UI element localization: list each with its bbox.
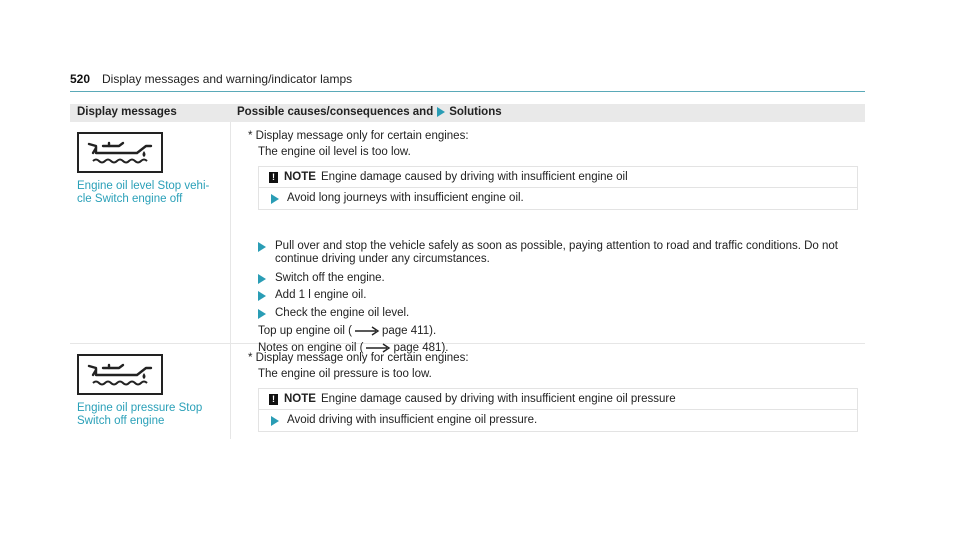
footnote: * Display message only for certain engines: [248,352,469,364]
page-section-title: Display messages and warning/indicator lamps [102,72,353,86]
engine-oil-pressure-icon [77,354,163,395]
ref-text: Top up engine oil ( [258,325,352,337]
note-action-text: Avoid driving with insufficient engine oil pressure. [287,414,538,426]
col-header-causes-solutions [237,106,502,118]
step-text: Add 1 l engine oil. [275,289,367,301]
ref-suffix: ). [441,342,449,354]
display-message-text [77,180,209,206]
action-arrow-icon [437,107,445,117]
ref-page: page 411 [381,325,430,337]
footnote: * Display message only for certain engines: [248,130,469,142]
col-header-display-messages: Display messages [77,106,177,118]
note-row [259,167,857,188]
cause-text: The engine oil level is too low. [258,146,411,158]
note-label: NOTE [284,393,316,405]
table-header [70,104,865,122]
display-message-text [77,402,202,428]
note-box [258,388,858,432]
cause-text: The engine oil pressure is too low. [258,368,432,380]
warning-icon: ! [269,394,278,405]
action-arrow-icon [258,291,266,301]
ref-text: Notes on engine oil ( [258,342,364,354]
note-action-row [259,188,857,209]
ref-page: page 481 [393,342,442,354]
note-action-row [259,410,857,431]
ref-suffix: ). [429,325,437,337]
action-arrow-icon [271,194,279,204]
note-row [259,389,857,410]
message-line: Switch off engine [77,415,165,427]
note-text: Engine damage caused by driving with insufficient engine oil [321,171,628,183]
action-arrow-icon [258,274,266,284]
page-reference[interactable] [258,325,436,337]
page-number: 520 [70,72,91,86]
note-box [258,166,858,210]
engine-oil-level-icon [77,132,163,173]
page-header [70,72,865,92]
message-line: cle Switch engine off [77,193,183,205]
page-arrow-icon [354,326,380,336]
message-line: Engine oil pressure Stop [77,402,203,414]
note-text: Engine damage caused by driving with insufficient engine oil pressure [321,393,676,405]
step-text: continue driving under any circumstances. [275,253,490,265]
step-text: Switch off the engine. [275,272,385,284]
col-header-solutions: Solutions [449,106,502,118]
table-row [70,344,865,439]
action-arrow-icon [271,416,279,426]
action-arrow-icon [258,242,266,252]
display-messages-table [70,104,865,439]
note-action-text: Avoid long journeys with insufficient engine oil. [287,192,524,204]
warning-icon: ! [269,172,278,183]
step-text: Pull over and stop the vehicle safely as soon as possible, paying attention to road and traffic conditions. Do not [275,240,838,252]
action-arrow-icon [258,309,266,319]
step-text: Check the engine oil level. [275,307,410,319]
note-label: NOTE [284,171,316,183]
table-row [70,122,865,354]
message-line: Engine oil level Stop vehi- [77,180,210,192]
col-header-causes: Possible causes/consequences and [237,106,434,118]
